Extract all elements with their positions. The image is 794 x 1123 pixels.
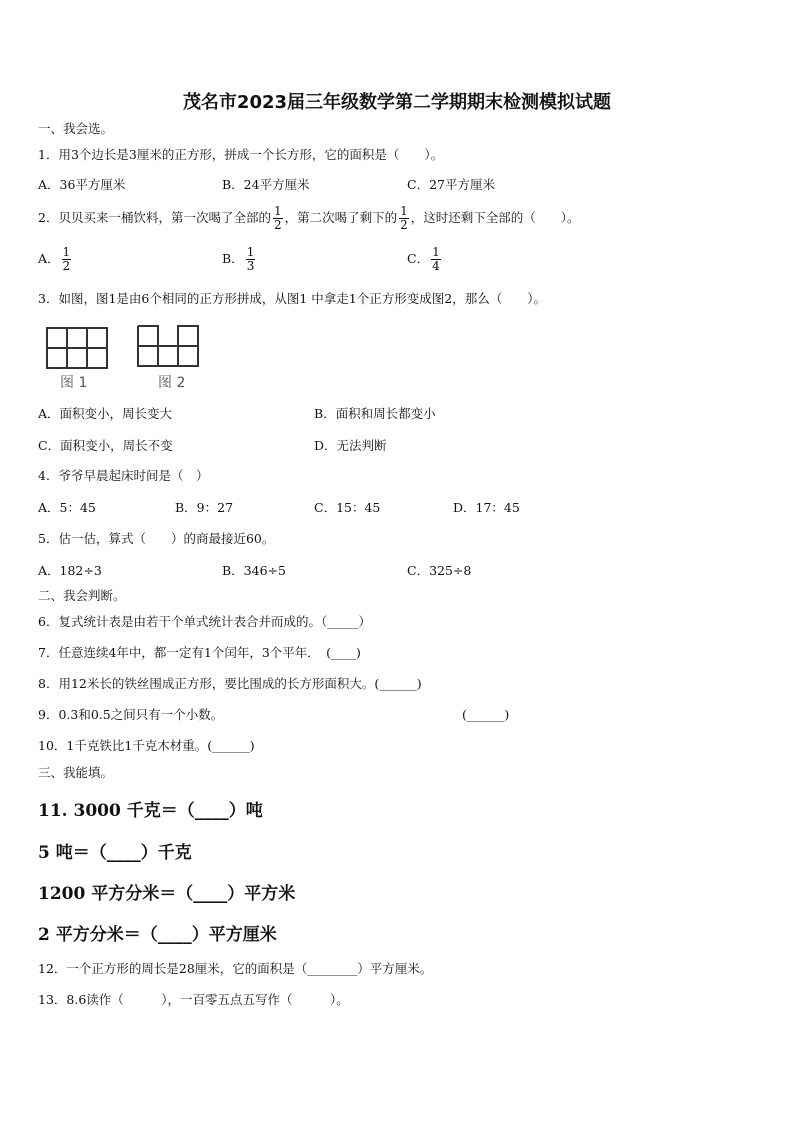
fraction-numerator: 1 [273, 204, 282, 218]
q5-option-c: C．325÷8 [407, 563, 472, 578]
q2-fraction-2 [399, 205, 409, 232]
question-7: 7．任意连续4年中，都一定有1个闰年，3个平年． (____) [38, 645, 361, 660]
question-6: 6．复式统计表是由若干个单式统计表合并而成的。（_____） [38, 614, 371, 629]
option-label: B． [222, 251, 244, 266]
question-2 [38, 205, 580, 232]
question-9-blank: (______) [462, 707, 510, 722]
page-title: 茂名市2023届三年级数学第二学期期末检测模拟试题 [182, 92, 612, 113]
q4-option-a: A．5：45 [38, 500, 96, 515]
fraction-denominator: 2 [400, 218, 408, 232]
question-4: 4．爷爷早晨起床时间是（ ） [38, 468, 209, 483]
option-label: A． [38, 251, 60, 266]
question-8: 8．用12米长的铁丝围成正方形，要比围成的长方形面积大。(______) [38, 676, 422, 691]
question-12: 12．一个正方形的周长是28厘米，它的面积是（________）平方厘米。 [38, 961, 433, 976]
q3-option-c: C．面积变小，周长不变 [38, 438, 173, 453]
q1-option-a: A．36平方厘米 [38, 177, 126, 192]
option-label: C． [407, 251, 430, 266]
question-11-line-1: 11. 3000 千克＝（____）吨 [38, 801, 263, 821]
question-3: 3．如图，图1是由6个相同的正方形拼成，从图1 中拿走1个正方形变成图2，那么（ ）。 [38, 291, 546, 306]
question-9: 9．0.3和0.5之间只有一个小数。 [38, 707, 224, 722]
q2-option-b [222, 246, 257, 273]
q2-text-mid: ，第二次喝了剩下的 [284, 210, 398, 225]
q4-option-b: B．9：27 [175, 500, 234, 515]
section-heading-fill: 三、我能填。 [38, 765, 114, 780]
section-heading-choose: 一、我会选。 [38, 121, 114, 136]
q3-option-a: A．面积变小，周长变大 [38, 406, 173, 421]
q5-option-b: B．346÷5 [222, 563, 286, 578]
fraction-numerator: 1 [400, 204, 408, 218]
figure-2-label: 图 2 [158, 375, 186, 391]
option-fraction [431, 246, 441, 273]
fraction-denominator: 4 [432, 259, 440, 273]
fraction-numerator: 1 [62, 245, 71, 259]
q1-option-b: B．24平方厘米 [222, 177, 310, 192]
q2-text-pre: 2．贝贝买来一桶饮料，第一次喝了全部的 [38, 210, 271, 225]
fraction-denominator: 2 [62, 259, 71, 273]
question-5: 5．估一估，算式（ ）的商最接近60。 [38, 531, 275, 546]
fraction-numerator: 1 [432, 245, 440, 259]
fraction-denominator: 3 [246, 259, 255, 273]
question-1: 1．用3个边长是3厘米的正方形，拼成一个长方形，它的面积是（ ）。 [38, 147, 444, 162]
fraction-numerator: 1 [246, 245, 255, 259]
question-13: 13．8.6读作（ ），一百零五点五写作（ ）。 [38, 992, 349, 1007]
question-11-line-4: 2 平方分米＝（____）平方厘米 [38, 925, 277, 945]
q2-fraction-1 [273, 205, 283, 232]
figure-1-label: 图 1 [60, 375, 88, 391]
q4-option-d: D．17：45 [453, 500, 520, 515]
question-11-line-3: 1200 平方分米＝（____）平方米 [38, 884, 296, 904]
q3-option-d: D．无法判断 [314, 438, 387, 453]
fraction-denominator: 2 [273, 218, 282, 232]
section-heading-judge: 二、我会判断。 [38, 588, 126, 603]
question-10: 10．1千克铁比1千克木材重。(______) [38, 738, 255, 753]
q2-text-post: ，这时还剩下全部的（ ）。 [410, 210, 580, 225]
q2-option-a [38, 246, 73, 273]
question-11-line-2: 5 吨＝（____）千克 [38, 843, 192, 863]
figure-2-grid [137, 325, 199, 367]
q4-option-c: C．15：45 [314, 500, 381, 515]
q1-option-c: C．27平方厘米 [407, 177, 495, 192]
option-fraction [246, 246, 256, 273]
option-fraction [62, 246, 72, 273]
figure-1-grid [46, 327, 108, 369]
q3-option-b: B．面积和周长都变小 [314, 406, 436, 421]
q5-option-a: A．182÷3 [38, 563, 102, 578]
q2-option-c [407, 246, 443, 273]
